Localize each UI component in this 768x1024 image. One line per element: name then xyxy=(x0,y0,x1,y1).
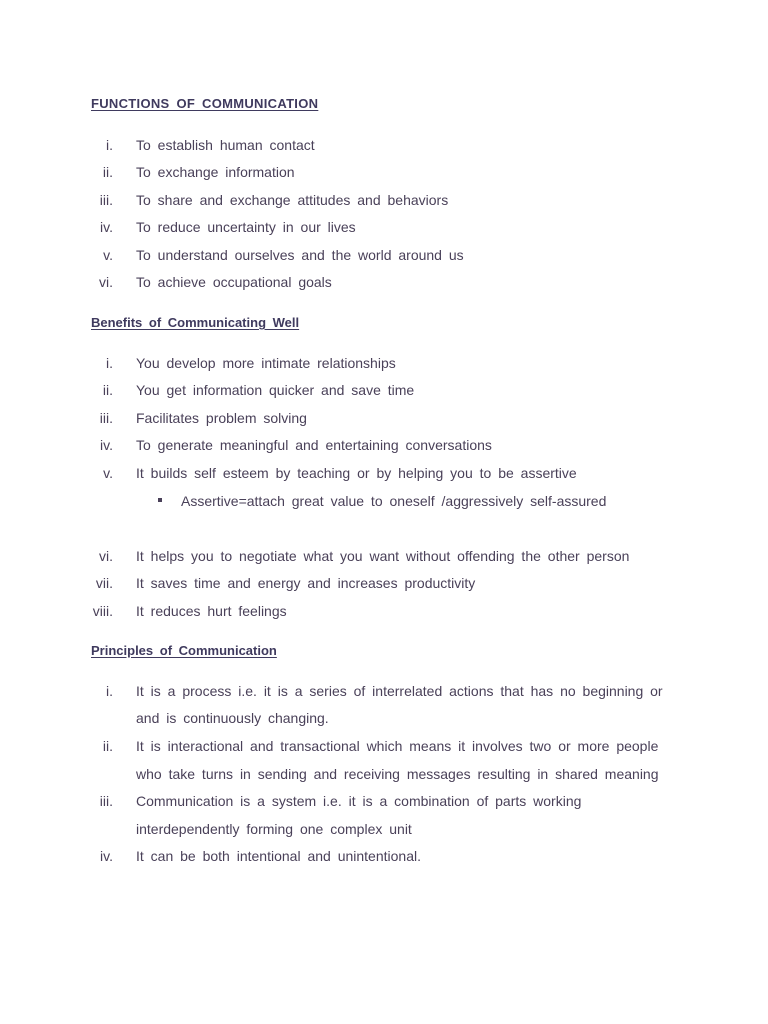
item-text: To generate meaningful and entertaining conversations xyxy=(136,437,492,453)
item-text: You develop more intimate relationships xyxy=(136,355,396,371)
list-item xyxy=(0,408,768,428)
item-text: It builds self esteem by teaching or by helping you to be assertive xyxy=(136,465,577,481)
item-text-line-1: It is interactional and transactional which means it involves two or more people xyxy=(136,738,659,754)
item-number: iii. xyxy=(99,410,113,426)
item-text-line-1: It is a process i.e. it is a series of interrelated actions that has no beginning or xyxy=(136,683,663,699)
list-item xyxy=(0,681,768,701)
item-text: Facilitates problem solving xyxy=(136,410,307,426)
item-number: iv. xyxy=(100,848,113,864)
list-item xyxy=(0,217,768,237)
list-item xyxy=(0,162,768,182)
item-text: It saves time and energy and increases productivity xyxy=(136,575,476,591)
item-text: To exchange information xyxy=(136,164,295,180)
section-heading-principles: Principles of Communication xyxy=(91,643,277,658)
item-number: vi. xyxy=(99,548,113,564)
item-text: It helps you to negotiate what you want without offending the other person xyxy=(136,548,630,564)
item-text-line-1: Communication is a system i.e. it is a combination of parts working xyxy=(136,793,582,809)
item-number: vi. xyxy=(99,274,113,290)
item-number: iv. xyxy=(100,219,113,235)
sub-bullet-text: Assertive=attach great value to oneself /aggressively self-assured xyxy=(181,493,607,509)
list-item xyxy=(0,736,768,756)
list-item xyxy=(0,135,768,155)
item-text-line-2: who take turns in sending and receiving messages resulting in shared meaning xyxy=(136,766,659,782)
list-item xyxy=(0,546,768,566)
square-bullet-icon xyxy=(158,498,162,502)
item-text-line-1: It can be both intentional and unintentional. xyxy=(136,848,421,864)
item-number: v. xyxy=(103,247,113,263)
item-number: viii. xyxy=(92,603,113,619)
list-item xyxy=(0,435,768,455)
list-item xyxy=(0,463,768,483)
item-number: i. xyxy=(106,137,113,153)
sub-bullet-item xyxy=(0,491,768,511)
item-text: To share and exchange attitudes and behaviors xyxy=(136,192,449,208)
item-text-line-2: interdependently forming one complex unit xyxy=(136,821,412,837)
section-heading-benefits: Benefits of Communicating Well xyxy=(91,315,300,330)
item-number: i. xyxy=(106,683,113,699)
list-item xyxy=(0,846,768,866)
item-number: iii. xyxy=(99,793,113,809)
item-text: You get information quicker and save time xyxy=(136,382,415,398)
item-number: iv. xyxy=(100,437,113,453)
list-item xyxy=(0,353,768,373)
list-item-continuation xyxy=(0,708,768,728)
item-number: v. xyxy=(103,465,113,481)
list-item-continuation xyxy=(0,764,768,784)
list-item xyxy=(0,380,768,400)
list-item xyxy=(0,272,768,292)
item-text: To understand ourselves and the world around us xyxy=(136,247,464,263)
item-text: It reduces hurt feelings xyxy=(136,603,287,619)
list-item-continuation xyxy=(0,819,768,839)
list-item xyxy=(0,601,768,621)
item-number: i. xyxy=(106,355,113,371)
item-number: iii. xyxy=(99,192,113,208)
item-text-line-2: and is continuously changing. xyxy=(136,710,329,726)
list-item xyxy=(0,573,768,593)
item-text: To reduce uncertainty in our lives xyxy=(136,219,356,235)
item-text: To achieve occupational goals xyxy=(136,274,332,290)
list-item xyxy=(0,190,768,210)
list-item xyxy=(0,791,768,811)
item-number: ii. xyxy=(102,738,113,754)
section-heading-functions: FUNCTIONS OF COMMUNICATION xyxy=(91,96,319,111)
item-number: ii. xyxy=(102,382,113,398)
item-number: ii. xyxy=(102,164,113,180)
item-number: vii. xyxy=(95,575,113,591)
item-text: To establish human contact xyxy=(136,137,315,153)
list-item xyxy=(0,245,768,265)
